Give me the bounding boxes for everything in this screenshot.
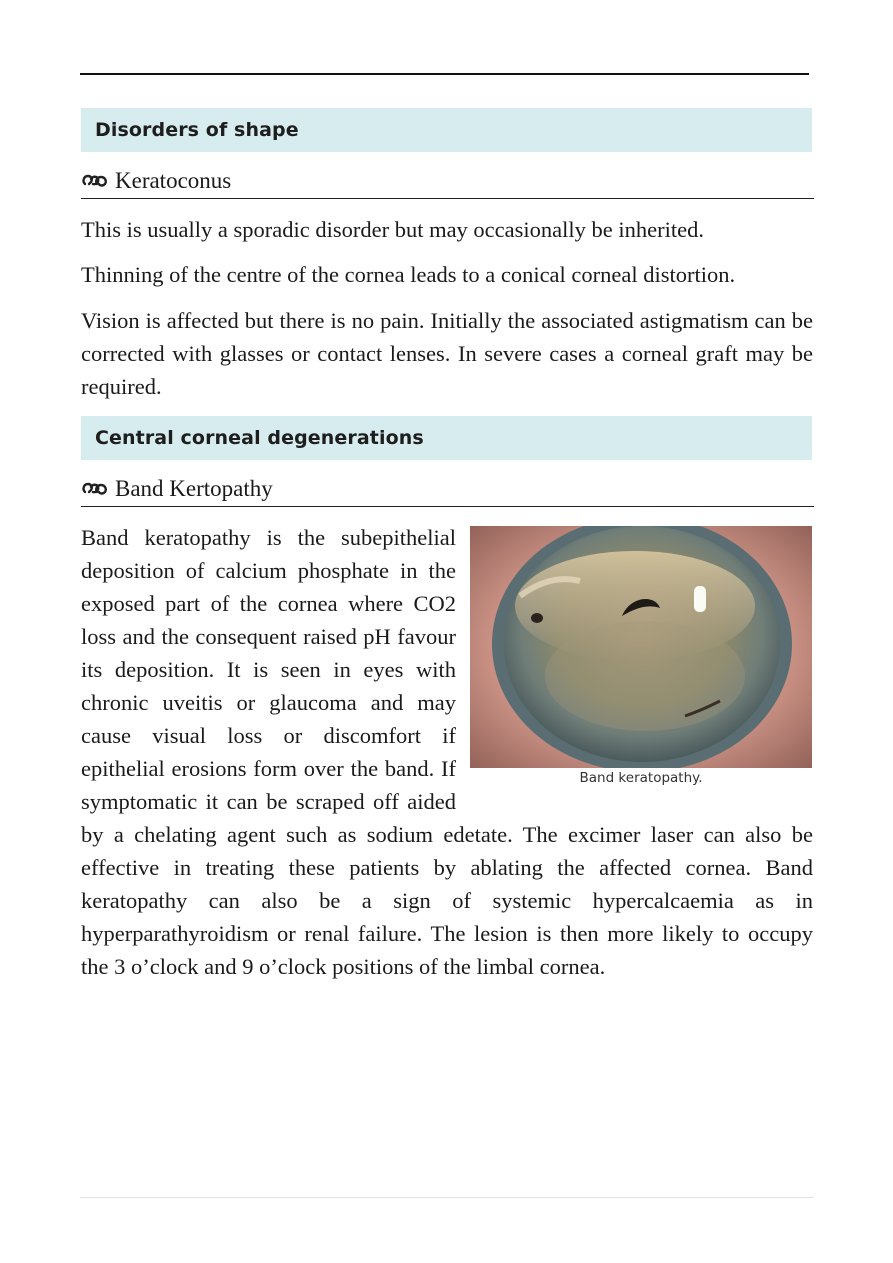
- paragraph-continued: by a chelating agent such as sodium edetate. The excimer laser can also be effective in treating these patients by ablating the affected cornea. Band keratopathy can also be a sign of systemic hypercalcaemia as in hyperparathyroidism or renal failure. The lesion is then more likely to occupy the 3 o’clock and 9 o’clock positions of the limbal cornea.: [81, 822, 813, 979]
- paragraph-wrapped: Band keratopathy is the subepithelial deposition of calcium phosphate in the exposed part of the cornea where CO2 loss and the consequent raised pH favour its deposition. It is seen in eyes with chronic uveitis or glaucoma and may cause visual loss or discomfort if epithelial erosions form over the band. If symptomatic it can be scraped off aided: [81, 525, 456, 814]
- paragraph: Vision is affected but there is no pain. Initially the associated astigmatism can be corrected with glasses or contact lenses. In severe cases a corneal graft may be required.: [81, 308, 813, 399]
- paragraph: Thinning of the centre of the cornea leads to a conical corneal distortion.: [81, 262, 736, 287]
- section-heading-text: Disorders of shape: [95, 119, 299, 141]
- figure-caption: Band keratopathy.: [579, 770, 703, 786]
- section-heading-text: Central corneal degenerations: [95, 427, 424, 449]
- link-chain-icon: [81, 480, 109, 498]
- paragraph: This is usually a sporadic disorder but may occasionally be inherited.: [81, 217, 704, 242]
- subheading-title: Band Kertopathy: [115, 476, 273, 501]
- subheading-band-kertopathy: [81, 472, 814, 507]
- section-heading-central-corneal-degenerations: [81, 416, 812, 460]
- link-chain-icon: [81, 172, 109, 190]
- section-heading-disorders-of-shape: [81, 108, 812, 152]
- subheading-keratoconus: [81, 164, 814, 199]
- band-keratopathy-photo: [470, 526, 812, 768]
- top-rule: [80, 73, 809, 75]
- bottom-rule: [80, 1197, 814, 1198]
- subheading-title: Keratoconus: [115, 168, 232, 193]
